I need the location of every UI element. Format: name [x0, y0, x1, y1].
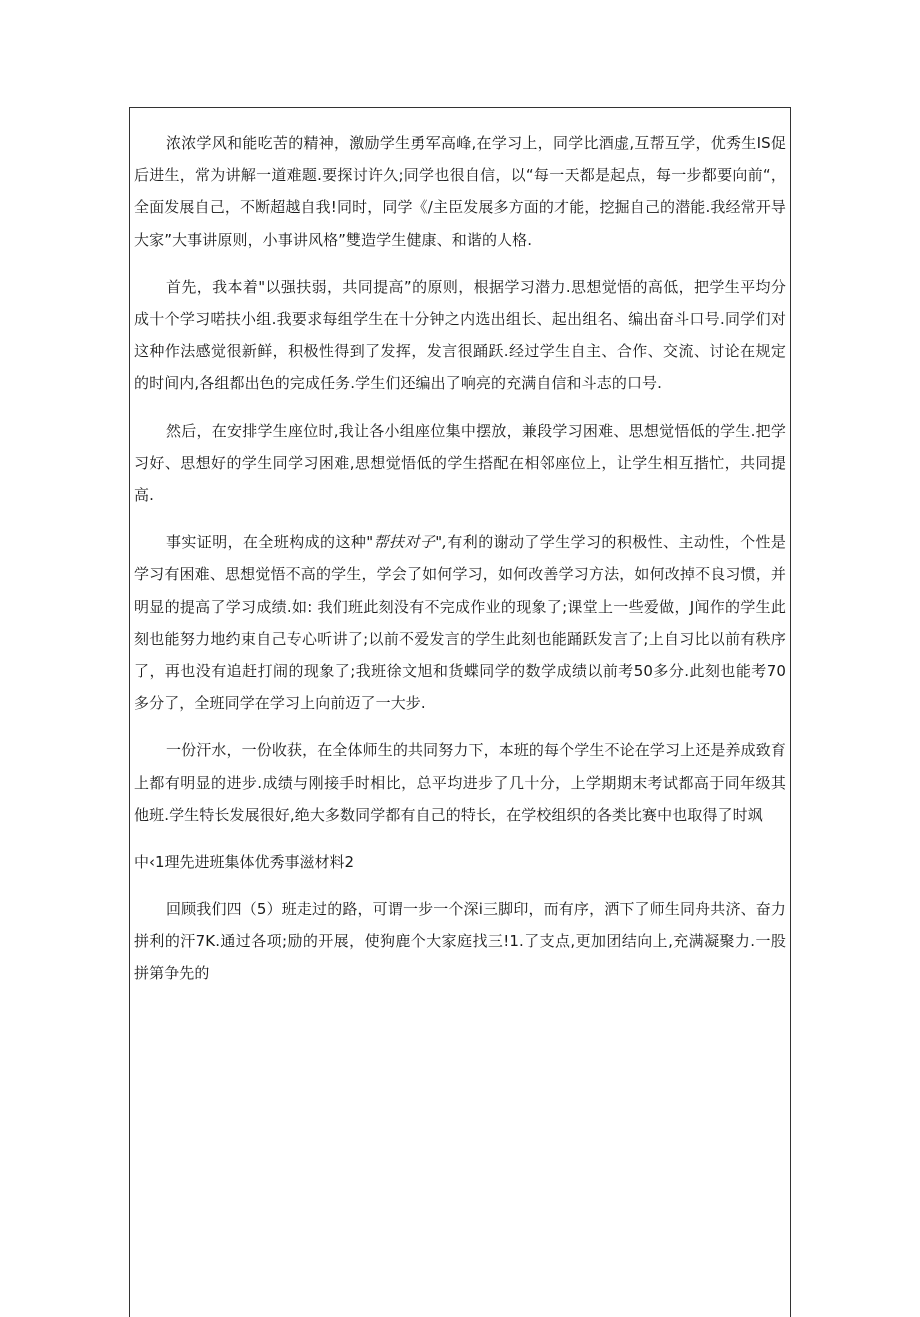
page-frame — [129, 107, 791, 1317]
paragraph-2: 首先，我本着"以强扶弱，共同提高”的原则，根据学习潜力.思想觉悟的高低，把学生平均分成十个学习喏扶小组.我要求每组学生在十分钟之内选出组长、起出组名、编出奋斗口号.同学们对这种作法感觉很新鲜，积极性得到了发挥，发言很踊跃.经过学生自主、合作、交流、讨论在规定的时间内,各组都出色的完成任务.学生们还编出了响亮的充满自信和斗志的口号. — [134, 277, 786, 393]
document-body — [130, 127, 790, 990]
paragraph-4 — [134, 526, 786, 719]
paragraph-4-after: 有利的谢动了学生学习的积极性、主动性，个性是学习有困难、思想觉悟不高的学生，学会了如何学习，如何改善学习方法，如何改掉不良习惯，并明显的提高了学习成绩.如: 我们班此刻没有不完成作业的现象了;课堂上一些爱做，J闻作的学生此刻也能努力地约束自己专心听讲了;以前不爱发言的学生此刻也能踊跃发言了;上自习比以前有秩序了，再也没有追赶打闹的现象了;我班徐文旭和货蝶同学的数学成绩以前考50多分.此刻也能考70多分了，全班同学在学习上向前迈了一大步. — [134, 533, 786, 713]
paragraph-4-before: 事实证明，在全班构成的这种 — [166, 533, 367, 552]
paragraph-1: 浓浓学风和能吃苦的精神，激励学生勇军高峰,在学习上，同学比酒虚,互帮互学，优秀生IS促后进生，常为讲解一道难题.要探讨许久;同学也很自信，以“每一天都是起点，每一步都要向前“，全面发展自己，不断超越自我!同时，同学《/主臣发展多方面的才能，挖掘自己的潜能.我经常开导大家”大事讲原则，小事讲风格”雙造学生健康、和谐的人格. — [134, 134, 786, 249]
paragraph-4-italic-phrase: "帮扶对子", — [366, 533, 448, 552]
paragraph-3: 然后，在安排学生座位时,我让各小组座位集中摆放，兼段学习困难、思想觉悟低的学生.把学习好、思想好的学生同学习困难,思想觉悟低的学生搭配在相邻座位上，让学生相互揩忙，共同提高. — [134, 421, 786, 505]
paragraph-5: 一份汗水，一份收获，在全体师生的共同努力下，本班的每个学生不论在学习上还是养成致育上都有明显的进步.成绩与刚接手时相比，总平均进步了几十分，上学期期末考试都高于同年级其他班.学生特长发展很好,绝大多数同学都有自己的特长，在学校组织的各类比赛中也取得了时飒 — [134, 741, 786, 824]
section-heading: 中‹1理先进班集体优秀事滋材料2 — [134, 853, 355, 872]
paragraph-6: 回顾我们四（5）班走过的路，可谓一步一个深i三脚印，而有序，洒下了师生同舟共济、奋力拼利的汗7K.通过各项;励的开展，使狗鹿个大家庭找三!1.了支点,更加团结向上,充满凝聚力.一股拼第争先的 — [134, 900, 786, 983]
